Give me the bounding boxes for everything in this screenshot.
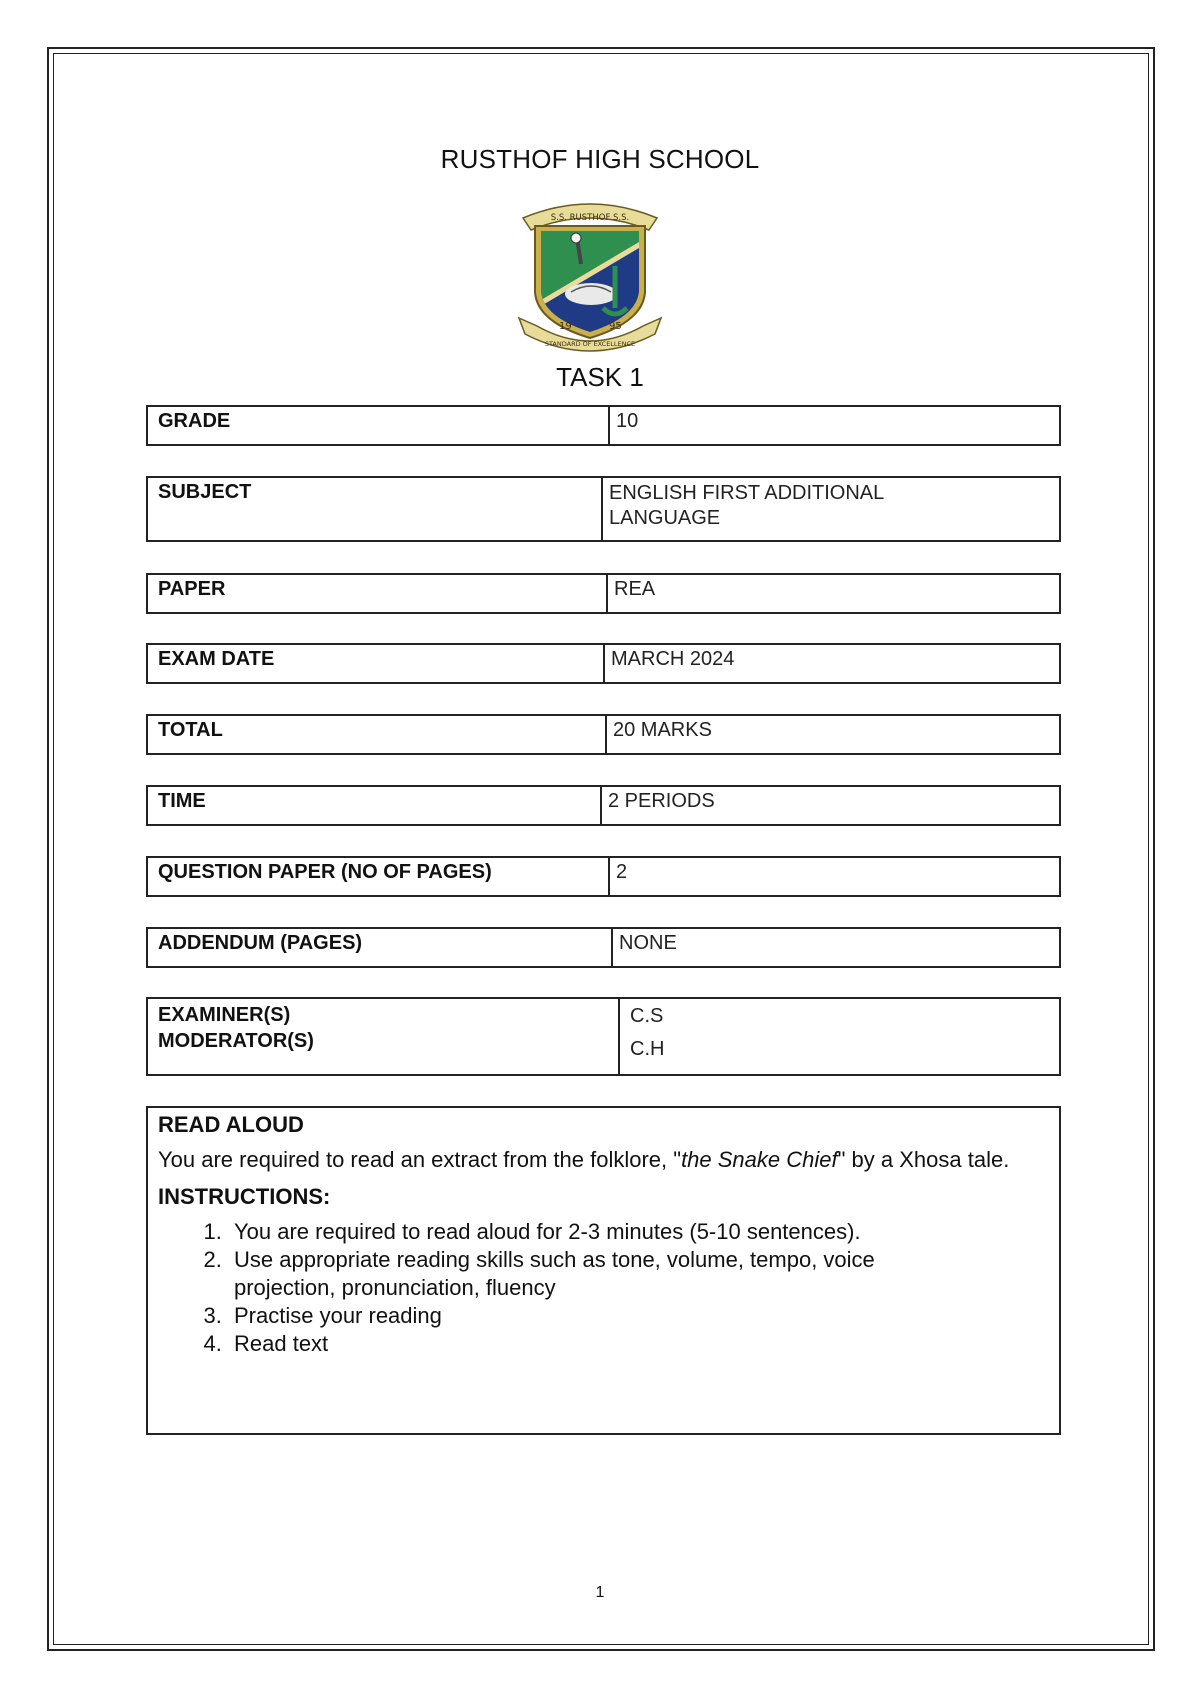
info-row-subject [146,476,1061,542]
row-label: SUBJECT [158,481,252,503]
school-name: RUSTHOF HIGH SCHOOL [440,144,760,174]
info-row-time [146,785,1061,826]
task-title: TASK 1 [556,362,644,392]
svg-text:S.S. RUSTHOF S.S.: S.S. RUSTHOF S.S. [550,213,630,223]
row-value: NONE [611,929,1059,966]
row-value: 20 MARKS [605,716,1059,753]
instructions-heading: INSTRUCTIONS: [158,1184,331,1209]
row-value: 2 [608,858,1059,895]
info-row-exam-date [146,643,1061,684]
svg-text:19: 19 [559,321,572,332]
instruction-item: 1. You are required to read aloud for 2-3 minutes (5-10 sentences). [228,1218,1049,1246]
examiner-values [618,999,1059,1074]
row-value: REA [606,575,1059,612]
row-value: 10 [608,407,1059,444]
read-aloud-heading: READ ALOUD [158,1112,304,1137]
row-label: PAPER [158,578,226,600]
info-row-paper [146,573,1061,614]
row-value: ENGLISH FIRST ADDITIONAL LANGUAGE [601,478,1059,540]
instructions-list [158,1218,1049,1358]
row-label: TOTAL [158,719,223,741]
row-label: EXAM DATE [158,648,275,670]
moderator-label: MODERATOR(S) [158,1030,314,1052]
instruction-item: 4. Read text [228,1330,1049,1358]
row-label: TIME [158,790,206,812]
info-row-grade [146,405,1061,446]
intro-end: " by a Xhosa tale. [837,1147,1010,1172]
intro-title: the Snake Chief [681,1147,838,1172]
examiner-label: EXAMINER(S) [158,1004,291,1026]
row-value: 2 PERIODS [600,787,1059,824]
examiner-labels [148,999,618,1074]
info-row-question-paper [146,856,1061,897]
instruction-item: 2. Use appropriate reading skills such as tone, volume, tempo, voice projection, pronunciation, fluency [228,1246,1049,1302]
moderator-value: C.H [630,1038,665,1060]
info-row-addendum [146,927,1061,968]
row-label: GRADE [158,410,231,432]
svg-text:STANDARD OF EXCELLENCE: STANDARD OF EXCELLENCE [544,340,636,348]
row-value: MARCH 2024 [603,645,1059,682]
page-number: 1 [595,1584,605,1601]
examiner-value: C.S [630,1005,664,1027]
svg-text:95: 95 [609,321,622,332]
row-label: ADDENDUM (PAGES) [158,932,363,954]
info-row-examiner [146,997,1061,1076]
read-aloud-box [146,1106,1061,1435]
instruction-item: 3. Practise your reading [228,1302,1049,1330]
row-label: QUESTION PAPER (NO OF PAGES) [158,861,492,883]
read-aloud-intro [158,1146,1049,1174]
info-row-total [146,714,1061,755]
school-crest-icon [515,196,665,358]
intro-start: You are required to read an extract from the folklore, " [158,1147,682,1172]
